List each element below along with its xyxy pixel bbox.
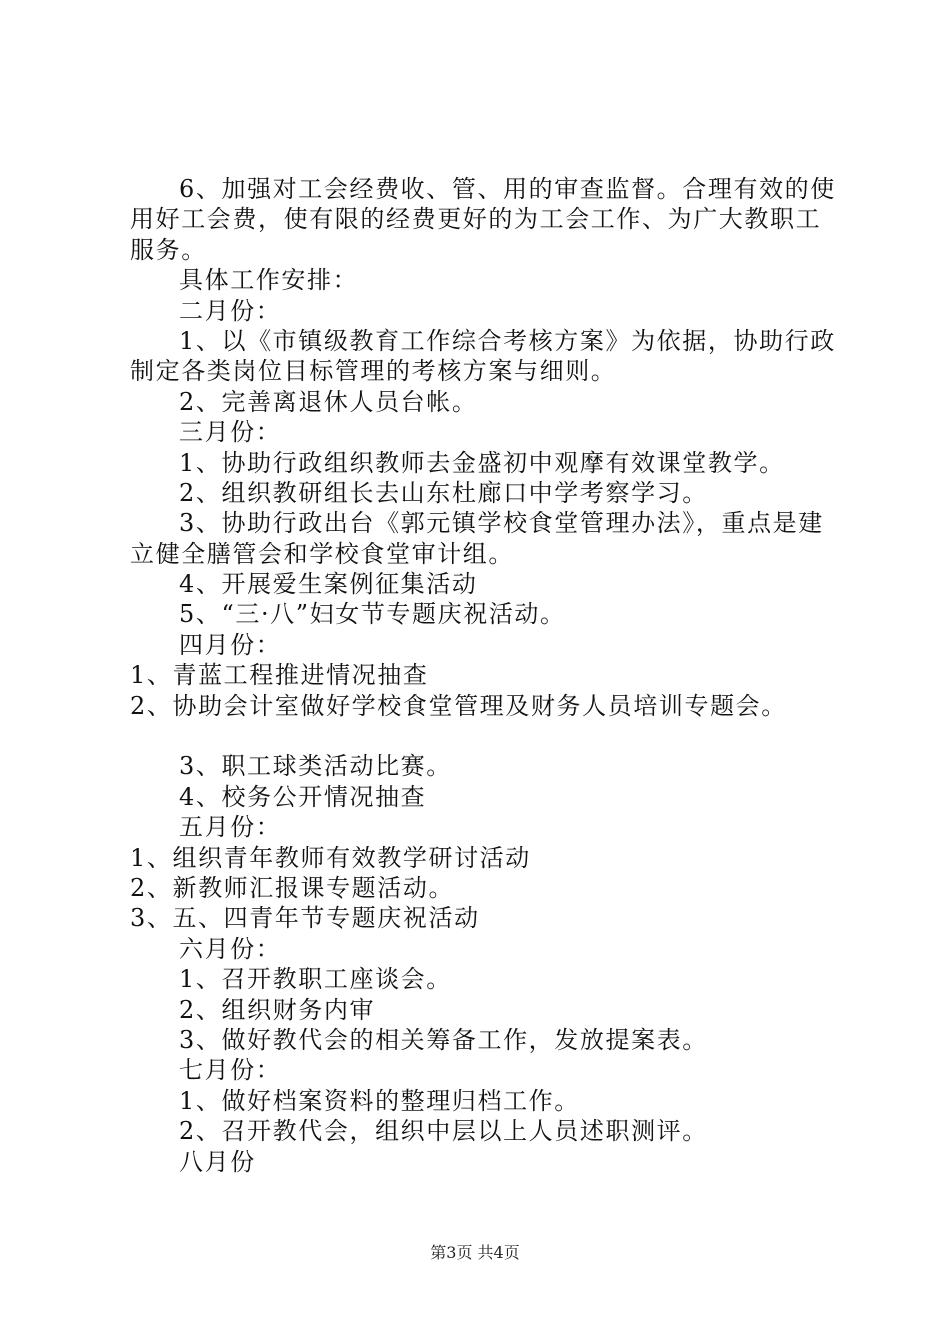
blank-line — [130, 721, 830, 751]
list-item: 1、以《市镇级教育工作综合考核方案》为依据，协助行政 — [179, 326, 836, 355]
list-item: 4、开展爱生案例征集活动 — [179, 570, 478, 599]
list-item: 3、五、四青年节专题庆祝活动 — [130, 904, 480, 933]
list-item: 2、完善离退休人员台帐。 — [179, 387, 478, 416]
paragraph-line: 用好工会费，使有限的经费更好的为工会工作、为广大教职工 — [130, 205, 822, 234]
month-heading: 三月份： — [179, 418, 282, 447]
list-item: 2、组织财务内审 — [179, 995, 376, 1024]
section-heading: 具体工作安排： — [179, 266, 359, 295]
document-body — [130, 174, 836, 1177]
month-heading: 五月份： — [179, 813, 282, 842]
list-item-continuation: 制定各类岗位目标管理的考核方案与细则。 — [130, 357, 617, 386]
list-item: 2、新教师汇报课专题活动。 — [130, 873, 455, 902]
paragraph-line: 服务。 — [130, 235, 207, 264]
list-item: 1、青蓝工程推进情况抽查 — [130, 661, 429, 690]
list-item: 3、协助行政出台《郭元镇学校食堂管理办法》，重点是建 — [179, 509, 824, 538]
list-item: 4、校务公开情况抽查 — [179, 782, 427, 811]
list-item: 3、做好教代会的相关筹备工作，发放提案表。 — [179, 1025, 708, 1054]
list-item: 1、协助行政组织教师去金盛初中观摩有效课堂教学。 — [179, 448, 785, 477]
list-item: 2、协助会计室做好学校食堂管理及财务人员培训专题会。 — [130, 691, 787, 720]
list-item: 1、做好档案资料的整理归档工作。 — [179, 1086, 580, 1115]
page-number-footer: 第3页 共4页 — [430, 1243, 520, 1262]
list-item: 1、召开教职工座谈会。 — [179, 965, 452, 994]
list-item: 3、职工球类活动比赛。 — [179, 752, 452, 781]
list-item-continuation: 立健全膳管会和学校食堂审计组。 — [130, 539, 514, 568]
month-heading: 六月份： — [179, 934, 282, 963]
month-heading: 八月份 — [179, 1147, 256, 1176]
month-heading: 二月份： — [179, 296, 282, 325]
list-item: 2、组织教研组长去山东杜廊口中学考察学习。 — [179, 478, 708, 507]
list-item: 2、召开教代会，组织中层以上人员述职测评。 — [179, 1117, 708, 1146]
list-item: 5、“三·八”妇女节专题庆祝活动。 — [179, 600, 566, 629]
month-heading: 七月份： — [179, 1056, 282, 1085]
month-heading: 四月份： — [179, 630, 282, 659]
list-item: 1、组织青年教师有效教学研讨活动 — [130, 843, 531, 872]
paragraph-line: 6、加强对工会经费收、管、用的审查监督。合理有效的使 — [179, 175, 836, 203]
